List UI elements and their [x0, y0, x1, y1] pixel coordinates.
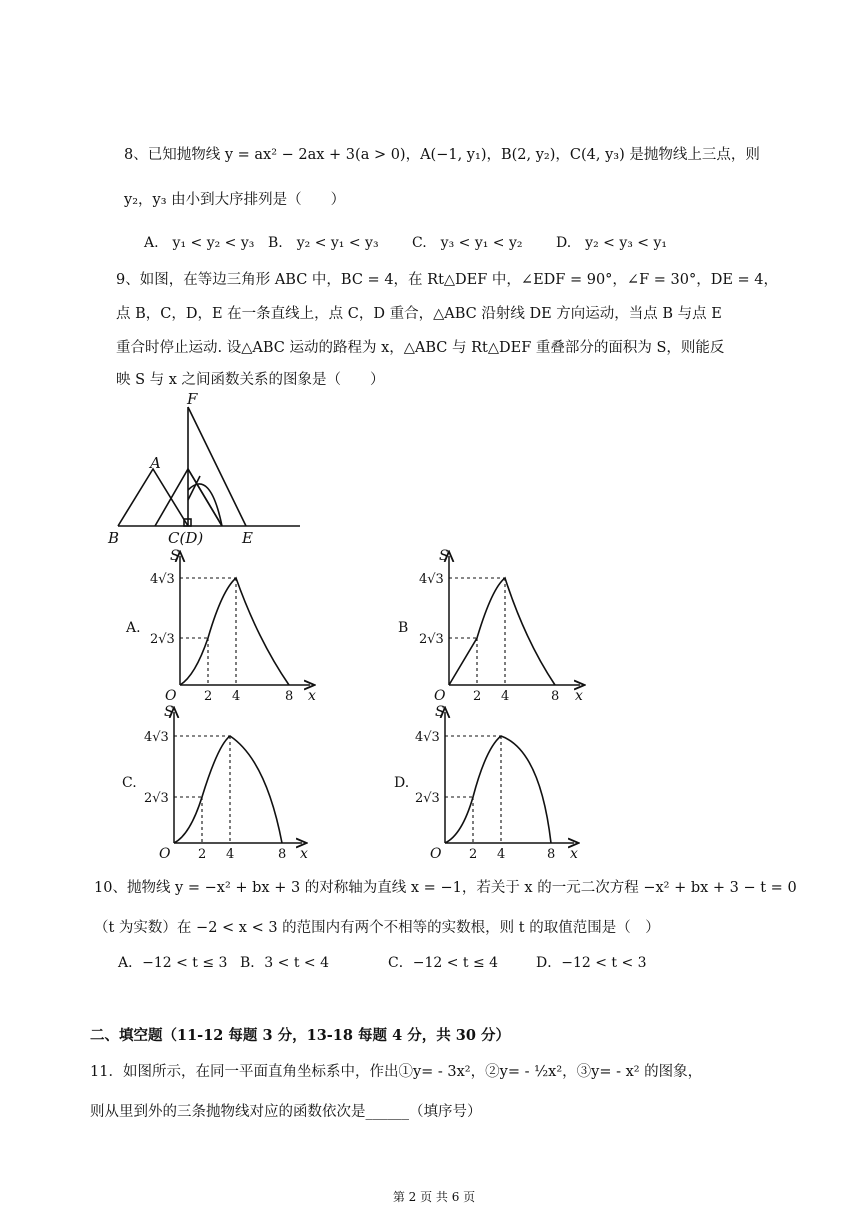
q9-stem-line3: 重合时停止运动. 设△ABC 运动的路程为 x，△ABC 与 Rt△DEF 重叠部分的面积为 S，则能反 — [116, 340, 725, 356]
graph-b-s-label: S — [439, 548, 449, 564]
graph-c-tick-4: 4 — [226, 847, 235, 862]
q9-stem-line1: 9、如图，在等边三角形 ABC 中，BC = 4，在 Rt△DEF 中，∠EDF = 90°，∠F = 30°，DE = 4， — [116, 272, 778, 288]
q11-stem-line2: 则从里到外的三条抛物线对应的函数依次是______（填序号） — [90, 1104, 482, 1120]
graph-b-y-high: 4√3 — [419, 572, 444, 587]
graph-a — [150, 548, 316, 704]
q10-option-d: D．−12 < t < 3 — [536, 955, 647, 971]
graph-a-s-label: S — [170, 548, 180, 564]
graph-b-x-label: x — [575, 688, 583, 704]
graph-b-y-low: 2√3 — [419, 632, 444, 647]
graph-a-y-low: 2√3 — [150, 632, 175, 647]
page-footer: 第 2 页 共 6 页 — [392, 1190, 476, 1204]
graph-b-label: B — [398, 620, 409, 636]
graph-a-tick-2: 2 — [204, 689, 213, 704]
graph-a-label: A. — [126, 620, 141, 636]
q10-option-b: B．3 < t < 4 — [240, 955, 329, 971]
graph-c-tick-2: 2 — [198, 847, 207, 862]
q8-stem-line1: 8、已知抛物线 y = ax² − 2ax + 3(a > 0)，A(−1, y₁)，B(2, y₂)，C(4, y₃) 是抛物线上三点，则 — [124, 147, 760, 163]
q11-stem-line1: 11．如图所示，在同一平面直角坐标系中，作出①y= - 3x²，②y= - ½x²，③y= - x² 的图象， — [90, 1064, 703, 1080]
graph-a-tick-4: 4 — [232, 689, 241, 704]
q8-option-d: D. y₂ < y₃ < y₁ — [556, 235, 668, 251]
label-a: A — [150, 454, 161, 472]
q9-stem-line2: 点 B，C，D，E 在一条直线上，点 C，D 重合，△ABC 沿射线 DE 方向运动，当点 B 与点 E — [116, 306, 722, 322]
graph-d-origin: O — [430, 846, 442, 862]
graph-c-y-high: 4√3 — [144, 730, 169, 745]
graph-d-s-label: S — [435, 704, 445, 720]
graph-b-tick-2: 2 — [473, 689, 482, 704]
graph-d-y-low: 2√3 — [415, 791, 440, 806]
graph-d-y-high: 4√3 — [415, 730, 440, 745]
q10-stem-line1: 10、抛物线 y = −x² + bx + 3 的对称轴为直线 x = −1，若关于 x 的一元二次方程 −x² + bx + 3 − t = 0 — [94, 880, 797, 896]
graph-a-x-label: x — [308, 688, 316, 704]
graph-a-origin: O — [165, 688, 177, 704]
graph-d-x-label: x — [570, 846, 578, 862]
q8-option-a: A. y₁ < y₂ < y₃ — [144, 235, 255, 251]
graph-c-label: C. — [122, 775, 137, 791]
q10-stem-line2: （t 为实数）在 −2 < x < 3 的范围内有两个不相等的实数根，则 t 的取值范围是（ ） — [94, 920, 660, 936]
q9-stem-line4: 映 S 与 x 之间函数关系的图象是（ ） — [116, 372, 385, 388]
graph-a-tick-8: 8 — [285, 689, 294, 704]
graph-b-tick-4: 4 — [501, 689, 510, 704]
label-e: E — [242, 529, 253, 547]
graph-c-y-low: 2√3 — [144, 791, 169, 806]
graph-b-origin: O — [434, 688, 446, 704]
graph-a-y-high: 4√3 — [150, 572, 175, 587]
graph-c-x-label: x — [300, 846, 308, 862]
graph-d-tick-4: 4 — [497, 847, 506, 862]
graph-b-tick-8: 8 — [551, 689, 560, 704]
graph-d-tick-2: 2 — [469, 847, 478, 862]
graph-d — [415, 704, 578, 862]
graph-d-label: D. — [394, 775, 410, 791]
q8-stem-line2: y₂，y₃ 由小到大序排列是（ ） — [124, 192, 346, 208]
q8-option-b: B. y₂ < y₁ < y₃ — [268, 235, 379, 251]
label-cd: C(D) — [168, 529, 204, 547]
graph-b — [419, 548, 583, 704]
graph-d-tick-8: 8 — [547, 847, 556, 862]
q8-option-c: C. y₃ < y₁ < y₂ — [412, 235, 523, 251]
graph-c-tick-8: 8 — [278, 847, 287, 862]
graph-c-origin: O — [159, 846, 171, 862]
section-2-title: 二、填空题（11-12 每题 3 分，13-18 每题 4 分，共 30 分） — [90, 1027, 510, 1044]
label-b: B — [108, 529, 120, 547]
q10-option-c: C．−12 < t ≤ 4 — [388, 955, 499, 971]
q10-option-a: A．−12 < t ≤ 3 — [118, 955, 228, 971]
label-f: F — [187, 390, 198, 408]
graph-c — [144, 704, 308, 862]
graph-c-s-label: S — [164, 704, 174, 720]
